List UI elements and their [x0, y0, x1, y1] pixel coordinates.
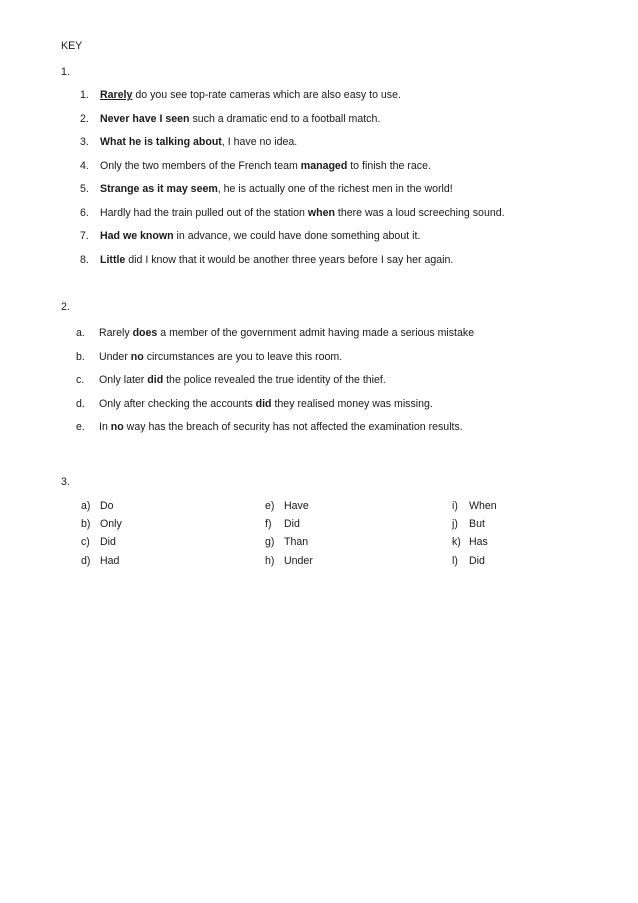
- answer-highlight: does: [132, 327, 158, 339]
- section3-item-letter: h): [265, 554, 275, 567]
- section3-item-letter: b): [81, 518, 91, 531]
- sentence-fragment: a member of the government admit having made a serious mistake: [157, 327, 475, 339]
- sentence-fragment: the police revealed the true identity of the thief.: [163, 374, 386, 386]
- section1-item-text: [100, 159, 431, 173]
- sentence-fragment: , I have no idea.: [221, 136, 298, 148]
- section1-item-number: 1.: [80, 89, 89, 101]
- sentence-fragment: Hardly had the train pulled out of the station: [100, 206, 308, 219]
- section1-item-text: [100, 112, 380, 126]
- answer-highlight: when: [307, 206, 335, 219]
- section3-item-letter: g): [265, 536, 275, 549]
- sentence-fragment: did I know that it would be another three years before I say her again.: [125, 253, 454, 266]
- sentence-fragment: way has the breach of security has not affected the examination results.: [123, 421, 463, 433]
- section-3-heading: 3.: [61, 476, 70, 488]
- section1-item-text: [100, 206, 505, 220]
- sentence-fragment: such a dramatic end to a football match.: [189, 112, 381, 125]
- section3-item-word: Do: [100, 500, 114, 512]
- section2-item-text: [99, 373, 386, 387]
- section1-item-number: 4.: [80, 159, 89, 172]
- section3-item-word: Has: [469, 536, 488, 549]
- section3-item-word: Than: [284, 536, 309, 549]
- section3-item-word: Did: [469, 554, 485, 567]
- answer-highlight: Little: [100, 253, 126, 266]
- section2-item-text: [99, 326, 474, 340]
- section2-item-text: [99, 397, 433, 411]
- answer-highlight: Strange as it may seem: [100, 183, 218, 195]
- section-1-heading: 1.: [61, 66, 70, 78]
- section1-item-text: [100, 253, 453, 267]
- section3-item-word: But: [469, 518, 485, 531]
- section3-item-word: Had: [100, 554, 120, 567]
- section3-item-letter: c): [81, 536, 90, 549]
- answer-highlight: no: [110, 421, 124, 433]
- answer-highlight: did: [147, 374, 164, 386]
- section1-item-number: 5.: [80, 183, 89, 195]
- section2-item-number: e.: [76, 421, 85, 433]
- section2-item-text: [99, 420, 463, 434]
- sentence-fragment: Under: [99, 350, 131, 363]
- section3-item-word: Only: [100, 518, 122, 531]
- section1-item-number: 2.: [80, 112, 89, 125]
- answer-highlight: Rarely: [100, 89, 133, 101]
- section2-item-number: a.: [76, 327, 85, 339]
- section1-item-text: [100, 229, 420, 243]
- sentence-fragment: Only after checking the accounts: [99, 397, 256, 410]
- answer-highlight: no: [130, 350, 144, 363]
- section1-item-text: [100, 135, 297, 149]
- sentence-fragment: Rarely: [99, 327, 133, 339]
- section1-item-number: 6.: [80, 206, 89, 219]
- section-2-heading: 2.: [61, 301, 70, 313]
- section1-item-text: [100, 88, 401, 102]
- answer-highlight: managed: [300, 159, 348, 172]
- section3-item-letter: j): [452, 518, 458, 531]
- section3-item-word: When: [469, 500, 497, 512]
- sentence-fragment: Only later: [99, 374, 148, 386]
- section3-item-word: Did: [100, 536, 116, 549]
- answer-highlight: Never have I seen: [100, 112, 190, 125]
- answer-highlight: What he is talking about: [100, 136, 222, 148]
- sentence-fragment: , he is actually one of the richest men in the world!: [217, 183, 453, 195]
- section3-item-word: Have: [284, 500, 309, 512]
- section1-item-number: 3.: [80, 136, 89, 148]
- sentence-fragment: to finish the race.: [347, 159, 431, 172]
- section2-item-number: b.: [76, 350, 85, 363]
- section3-item-letter: f): [265, 518, 272, 531]
- section3-item-letter: l): [452, 554, 458, 567]
- section3-item-letter: a): [81, 500, 91, 512]
- section3-item-letter: k): [452, 536, 461, 549]
- sentence-fragment: in advance, we could have done something about it.: [173, 230, 421, 242]
- page-title: KEY: [61, 40, 83, 52]
- section1-item-number: 8.: [80, 253, 89, 266]
- sentence-fragment: circumstances are you to leave this room.: [143, 350, 343, 363]
- section1-item-text: [100, 182, 453, 196]
- sentence-fragment: there was a loud screeching sound.: [334, 206, 505, 219]
- section3-item-letter: i): [452, 500, 458, 512]
- answer-highlight: Had we known: [100, 230, 174, 242]
- section1-item-number: 7.: [80, 230, 89, 242]
- section2-item-number: c.: [76, 374, 85, 386]
- section3-item-word: Did: [284, 518, 300, 531]
- section2-item-number: d.: [76, 397, 85, 410]
- answer-highlight: did: [255, 397, 272, 410]
- sentence-fragment: do you see top-rate cameras which are also easy to use.: [132, 89, 401, 101]
- section3-item-word: Under: [284, 554, 313, 567]
- section3-item-letter: d): [81, 554, 91, 567]
- sentence-fragment: Only the two members of the French team: [100, 159, 301, 172]
- section2-item-text: [99, 350, 342, 364]
- sentence-fragment: In: [99, 421, 111, 433]
- sentence-fragment: they realised money was missing.: [271, 397, 433, 410]
- section3-item-letter: e): [265, 500, 275, 512]
